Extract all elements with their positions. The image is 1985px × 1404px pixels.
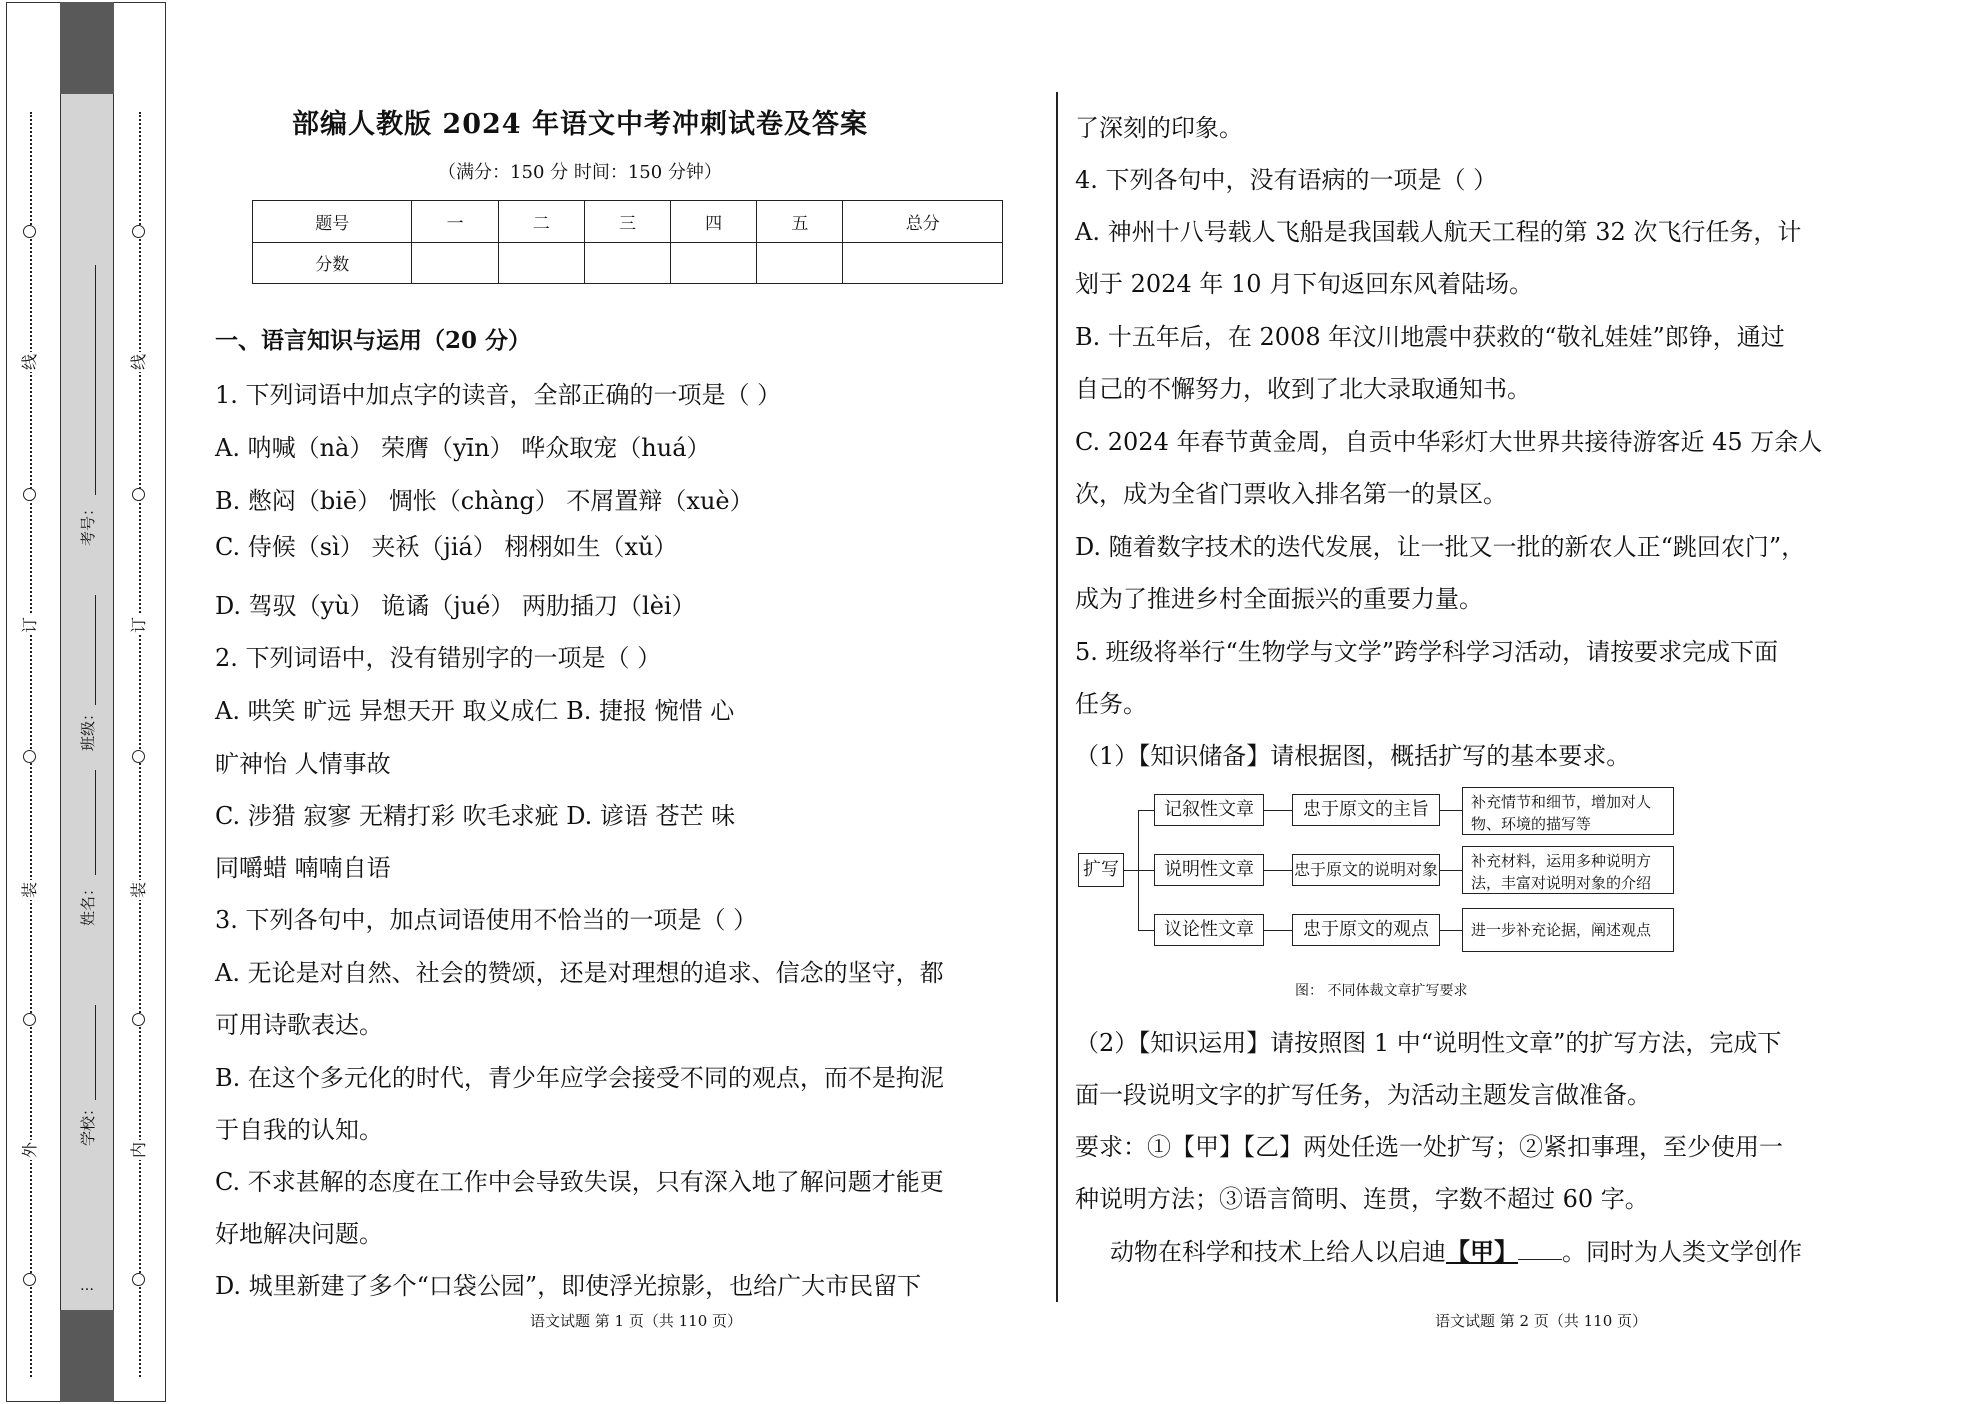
option-line: D. 驾驭（yù） 诡谲（jué） 两肋插刀（lèi） bbox=[215, 592, 696, 620]
diagram-connector bbox=[1440, 810, 1462, 811]
school-label: 学校： bbox=[79, 1100, 97, 1146]
option-line: C. 2024 年春节黄金周，自贡中华彩灯大世界共接待游客近 45 万余人 bbox=[1075, 428, 1823, 456]
blank-jia-field[interactable] bbox=[1518, 1237, 1562, 1260]
binding-hole-circle bbox=[23, 750, 36, 763]
score-table-score-row bbox=[253, 242, 1003, 284]
score-table-header-row bbox=[253, 201, 1003, 243]
score-table-header-cell: 五 bbox=[757, 201, 843, 243]
section-title: 一、语言知识与运用（20 分） bbox=[215, 327, 532, 354]
binding-hole-circle bbox=[132, 488, 145, 501]
requirement-line: 要求：①【甲】【乙】两处任选一处扩写；②紧扣事理，至少使用一 bbox=[1075, 1133, 1783, 1161]
option-line: 于自我的认知。 bbox=[215, 1116, 383, 1144]
diagram-type-box: 记叙性文章 bbox=[1154, 794, 1264, 826]
diagram-method-box: 补充材料，运用多种说明方法，丰富对说明对象的介绍 bbox=[1462, 846, 1674, 894]
score-cell[interactable] bbox=[412, 242, 498, 284]
score-table-row-label: 分数 bbox=[253, 242, 412, 284]
diagram-method-box: 进一步补充论据，阐述观点 bbox=[1462, 908, 1674, 952]
class-fill-line[interactable] bbox=[95, 595, 96, 705]
binding-dark-bottom bbox=[60, 1310, 114, 1402]
requirement-line: 种说明方法；③语言简明、连贯，字数不超过 60 字。 bbox=[1075, 1185, 1649, 1213]
binding-hole-circle bbox=[132, 225, 145, 238]
binding-inner-char: 内 bbox=[129, 1142, 148, 1159]
expansion-diagram bbox=[1075, 780, 1695, 1000]
option-line: A. 神州十八号载人飞船是我国载人航天工程的第 32 次飞行任务，计 bbox=[1075, 218, 1802, 246]
option-line: 同嚼蜡 喃喃自语 bbox=[215, 854, 391, 882]
blank-jia-mark: 【甲】 bbox=[1446, 1237, 1518, 1266]
binding-dark-top bbox=[60, 2, 114, 94]
outer-dotted-line bbox=[30, 112, 32, 1377]
inner-dotted-line bbox=[139, 112, 141, 1377]
passage-text: 动物在科学和技术上给人以启迪 bbox=[1110, 1238, 1446, 1266]
binding-outer-char: 装 bbox=[20, 882, 39, 899]
option-line: A. 哄笑 旷远 异想天开 取义成仁 B. 捷报 惋惜 心 bbox=[215, 697, 735, 725]
option-line: B. 十五年后，在 2008 年汶川地震中获救的“敬礼娃娃”郎铮，通过 bbox=[1075, 323, 1785, 351]
score-cell[interactable] bbox=[843, 242, 1003, 284]
binding-hole-circle bbox=[132, 1013, 145, 1026]
binding-inner-char: 线 bbox=[129, 354, 148, 371]
option-line: 好地解决问题。 bbox=[215, 1220, 383, 1248]
binding-outer-char: 外 bbox=[20, 1142, 39, 1159]
diagram-connector bbox=[1138, 930, 1154, 931]
diagram-type-box: 议论性文章 bbox=[1154, 914, 1264, 946]
binding-hole-circle bbox=[23, 1013, 36, 1026]
option-line: C. 侍候（sì） 夹袄（jiá） 栩栩如生（xǔ） bbox=[215, 533, 678, 561]
option-line: 自己的不懈努力，收到了北大录取通知书。 bbox=[1075, 375, 1531, 403]
option-line: B. 憋闷（biē） 惆怅（chàng） 不屑置辩（xuè） bbox=[215, 487, 754, 515]
score-table-header-cell: 题号 bbox=[253, 201, 412, 243]
diagram-connector bbox=[1124, 870, 1138, 871]
score-table-header-cell: 三 bbox=[584, 201, 670, 243]
class-label: 班级： bbox=[79, 705, 97, 751]
passage-line bbox=[1110, 1232, 1802, 1267]
diagram-connector bbox=[1138, 810, 1154, 811]
binding-ellipsis: … bbox=[80, 1278, 94, 1294]
diagram-connector bbox=[1138, 870, 1154, 871]
page-footer-right: 语文试题 第 2 页（共 110 页） bbox=[1435, 1312, 1648, 1330]
option-line: 旷神怡 人情事故 bbox=[215, 750, 391, 778]
diagram-connector bbox=[1264, 930, 1292, 931]
score-cell[interactable] bbox=[584, 242, 670, 284]
name-label: 姓名： bbox=[79, 880, 97, 926]
passage-text: 。同时为人类文学创作 bbox=[1562, 1238, 1802, 1266]
score-table bbox=[252, 200, 1003, 284]
question-line: 4. 下列各句中，没有语病的一项是（ ） bbox=[1075, 166, 1498, 194]
binding-hole-circle bbox=[132, 750, 145, 763]
diagram-connector bbox=[1440, 870, 1462, 871]
binding-gray-bar bbox=[60, 2, 114, 1402]
score-table-header-cell: 二 bbox=[498, 201, 584, 243]
exam-subtitle: （满分：150 分 时间：150 分钟） bbox=[438, 162, 722, 183]
option-line: 划于 2024 年 10 月下旬返回东风着陆场。 bbox=[1075, 270, 1534, 298]
exam-title: 部编人教版 2024 年语文中考冲刺试卷及答案 bbox=[292, 109, 868, 140]
binding-hole-circle bbox=[132, 1273, 145, 1286]
question-line: 5. 班级将举行“生物学与文学”跨学科学习活动，请按要求完成下面 bbox=[1075, 638, 1779, 666]
score-table-header-cell: 四 bbox=[671, 201, 757, 243]
option-line: 成为了推进乡村全面振兴的重要力量。 bbox=[1075, 585, 1483, 613]
diagram-type-box: 说明性文章 bbox=[1154, 854, 1264, 886]
binding-inner-char: 装 bbox=[129, 882, 148, 899]
option-line: D. 城里新建了多个“口袋公园”，即使浮光掠影，也给广大市民留下 bbox=[215, 1272, 922, 1300]
text-line: 任务。 bbox=[1075, 690, 1147, 718]
text-line: 了深刻的印象。 bbox=[1075, 114, 1243, 142]
binding-inner-char: 订 bbox=[129, 617, 148, 634]
option-line: 可用诗歌表达。 bbox=[215, 1011, 383, 1039]
exam-no-label: 考号： bbox=[79, 500, 97, 546]
diagram-connector bbox=[1264, 810, 1292, 811]
option-line: C. 涉猎 寂寥 无精打彩 吹毛求疵 D. 谚语 苍芒 味 bbox=[215, 802, 736, 830]
option-line: C. 不求甚解的态度在工作中会导致失误，只有深入地了解问题才能更 bbox=[215, 1168, 944, 1196]
option-line: 次，成为全省门票收入排名第一的景区。 bbox=[1075, 480, 1507, 508]
option-line: A. 无论是对自然、社会的赞颂，还是对理想的追求、信念的坚守，都 bbox=[215, 959, 944, 987]
question-line: 1. 下列词语中加点字的读音，全部正确的一项是（ ） bbox=[215, 381, 782, 409]
option-line: D. 随着数字技术的迭代发展，让一批又一批的新农人正“跳回农门”， bbox=[1075, 533, 1806, 561]
text-line: 面一段说明文字的扩写任务，为活动主题发言做准备。 bbox=[1075, 1081, 1651, 1109]
question-line: 3. 下列各句中，加点词语使用不恰当的一项是（ ） bbox=[215, 906, 758, 934]
score-cell[interactable] bbox=[671, 242, 757, 284]
school-fill-line[interactable] bbox=[95, 1005, 96, 1100]
binding-outer-char: 线 bbox=[20, 354, 39, 371]
score-cell[interactable] bbox=[498, 242, 584, 284]
page-footer-left: 语文试题 第 1 页（共 110 页） bbox=[530, 1312, 743, 1330]
diagram-caption: 图： 不同体裁文章扩写要求 bbox=[1295, 983, 1468, 999]
binding-hole-circle bbox=[23, 225, 36, 238]
score-table-header-cell: 总分 bbox=[843, 201, 1003, 243]
column-divider bbox=[1056, 92, 1058, 1302]
score-cell[interactable] bbox=[757, 242, 843, 284]
diagram-connector bbox=[1264, 870, 1292, 871]
score-table-header-cell: 一 bbox=[412, 201, 498, 243]
binding-hole-circle bbox=[23, 488, 36, 501]
diagram-principle-box: 忠于原文的说明对象 bbox=[1292, 854, 1440, 886]
option-line: B. 在这个多元化的时代，青少年应学会接受不同的观点，而不是拘泥 bbox=[215, 1064, 944, 1092]
diagram-principle-box: 忠于原文的观点 bbox=[1292, 914, 1440, 946]
diagram-method-box: 补充情节和细节，增加对人物、环境的描写等 bbox=[1462, 787, 1674, 835]
diagram-connector bbox=[1440, 930, 1462, 931]
subquestion-line: （2）【知识运用】请按照图 1 中“说明性文章”的扩写方法，完成下 bbox=[1075, 1029, 1782, 1057]
binding-hole-circle bbox=[23, 1273, 36, 1286]
question-line: 2. 下列词语中，没有错别字的一项是（ ） bbox=[215, 644, 662, 672]
exam-no-fill-line[interactable] bbox=[95, 265, 96, 495]
name-fill-line[interactable] bbox=[95, 770, 96, 875]
diagram-principle-box: 忠于原文的主旨 bbox=[1292, 794, 1440, 826]
option-line: A. 呐喊（nà） 荣膺（yīn） 哗众取宠（huá） bbox=[215, 434, 711, 462]
diagram-root-box: 扩写 bbox=[1078, 853, 1124, 887]
subquestion-line: （1）【知识储备】请根据图，概括扩写的基本要求。 bbox=[1075, 742, 1631, 770]
binding-outer-char: 订 bbox=[20, 617, 39, 634]
